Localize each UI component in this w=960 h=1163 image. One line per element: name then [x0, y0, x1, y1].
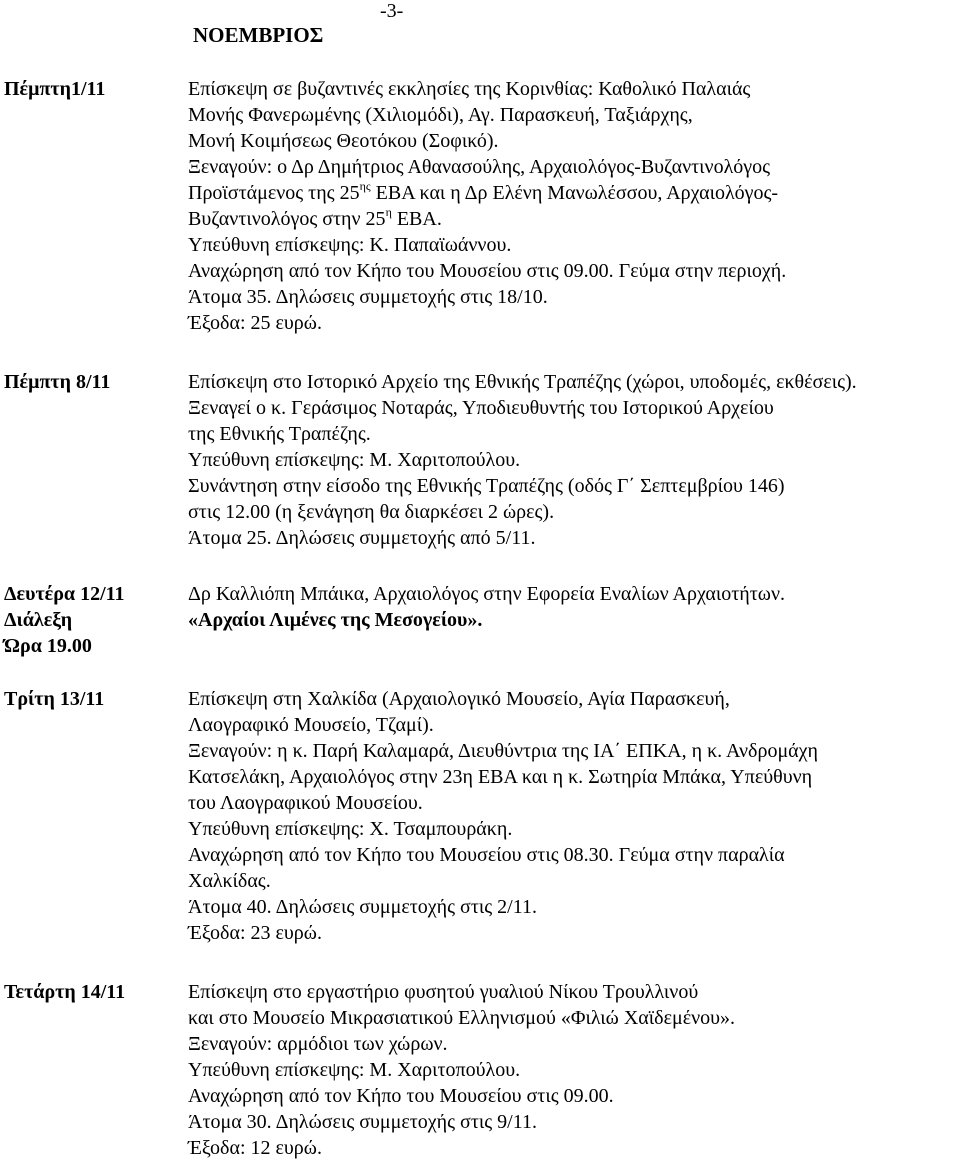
text-part: ΕΒΑ και η Δρ Ελένη Μανωλέσσου, Αρχαιολόγος-: [370, 182, 779, 204]
day-label: Τρίτη 13/11: [4, 688, 105, 710]
text-line: Επίσκεψη στο εργαστήριο φυσητού γυαλιού Νίκου Τρουλλινού: [188, 981, 699, 1003]
lecture-title: «Αρχαίοι Λιμένες της Μεσογείου».: [188, 609, 483, 631]
text-line: Άτομα 35. Δηλώσεις συμμετοχής στις 18/10.: [188, 286, 548, 308]
text-line: Υπεύθυνη επίσκεψης: Χ. Τσαμπουράκη.: [188, 818, 513, 840]
text-line: Δρ Καλλιόπη Μπάικα, Αρχαιολόγος στην Εφορεία Εναλίων Αρχαιοτήτων.: [188, 583, 786, 605]
text-line: Ξεναγούν: ο Δρ Δημήτριος Αθανασούλης, Αρχαιολόγος-Βυζαντινολόγος: [188, 156, 771, 178]
text-line: Έξοδα: 12 ευρώ.: [188, 1137, 322, 1159]
day-label: Δευτέρα 12/11: [4, 583, 125, 605]
text-part: ΕΒΑ.: [391, 208, 442, 230]
text-part: Προϊστάμενος της 25: [188, 182, 360, 204]
text-part: Βυζαντινολόγος στην 25: [188, 208, 386, 230]
text-line: Υπεύθυνη επίσκεψης: Μ. Χαριτοπούλου.: [188, 1059, 521, 1081]
text-line: Έξοδα: 23 ευρώ.: [188, 922, 322, 944]
entry-day: [4, 686, 104, 712]
page-number: -3-: [380, 0, 404, 22]
text-line: Ξεναγούν: αρμόδιοι των χώρων.: [188, 1033, 448, 1055]
text-line: του Λαογραφικού Μουσείου.: [188, 792, 423, 814]
text-line: Αναχώρηση από τον Κήπο του Μουσείου στις 09.00.: [188, 1085, 614, 1107]
entry-day: [4, 76, 105, 102]
entry-text: [188, 979, 958, 1161]
text-line: της Εθνικής Τραπέζης.: [188, 423, 371, 445]
text-line: Άτομα 40. Δηλώσεις συμμετοχής στις 2/11.: [188, 896, 537, 918]
text-line: Συνάντηση στην είσοδο της Εθνικής Τραπέζης (οδός Γ΄ Σεπτεμβρίου 146): [188, 475, 785, 497]
text-line: Υπεύθυνη επίσκεψης: Κ. Παπαϊωάννου.: [188, 234, 512, 256]
text-line: Αναχώρηση από τον Κήπο του Μουσείου στις 09.00. Γεύμα στην περιοχή.: [188, 260, 787, 282]
entry-text: [188, 581, 958, 633]
entry-text: [188, 369, 958, 551]
month-heading: ΝΟΕΜΒΡΙΟΣ: [193, 23, 324, 47]
event-type-label: Διάλεξη: [4, 609, 73, 631]
superscript: η: [385, 205, 392, 219]
text-line: Έξοδα: 25 ευρώ.: [188, 312, 322, 334]
entry-text: [188, 76, 958, 336]
text-line: [188, 180, 958, 206]
time-label: Ώρα 19.00: [4, 635, 92, 657]
text-line: Επίσκεψη στη Χαλκίδα (Αρχαιολογικό Μουσείο, Αγία Παρασκευή,: [188, 688, 730, 710]
text-line: Επίσκεψη σε βυζαντινές εκκλησίες της Κορινθίας: Καθολικό Παλαιάς: [188, 78, 751, 100]
entry-day: [4, 581, 125, 659]
text-line: Υπεύθυνη επίσκεψης: Μ. Χαριτοπούλου.: [188, 449, 521, 471]
text-line: στις 12.00 (η ξενάγηση θα διαρκέσει 2 ώρες).: [188, 501, 555, 523]
text-line: Άτομα 25. Δηλώσεις συμμετοχής από 5/11.: [188, 527, 536, 549]
text-line: Μονής Φανερωμένης (Χιλιομόδι), Αγ. Παρασκευή, Ταξιάρχης,: [188, 104, 693, 126]
text-line: Αναχώρηση από τον Κήπο του Μουσείου στις 08.30. Γεύμα στην παραλία: [188, 844, 785, 866]
day-label: Τετάρτη 14/11: [4, 981, 126, 1003]
text-line: και στο Μουσείο Μικρασιατικού Ελληνισμού «Φιλιώ Χαϊδεμένου».: [188, 1007, 736, 1029]
text-line: [188, 206, 958, 232]
entry-text: [188, 686, 958, 946]
text-line: Άτομα 30. Δηλώσεις συμμετοχής στις 9/11.: [188, 1111, 537, 1133]
text-line: Ξεναγεί ο κ. Γεράσιμος Νοταράς, Υποδιευθυντής του Ιστορικού Αρχείου: [188, 397, 774, 419]
day-label: Πέμπτη1/11: [4, 78, 106, 100]
text-line: Λαογραφικό Μουσείο, Τζαμί).: [188, 714, 434, 736]
entry-day: [4, 979, 125, 1005]
superscript: ης: [359, 179, 371, 193]
text-line: Ξεναγούν: η κ. Παρή Καλαμαρά, Διευθύντρια της ΙΑ΄ ΕΠΚΑ, η κ. Ανδρομάχη: [188, 740, 818, 762]
entry-day: [4, 369, 110, 395]
text-line: Χαλκίδας.: [188, 870, 271, 892]
text-line: Μονή Κοιμήσεως Θεοτόκου (Σοφικό).: [188, 130, 499, 152]
text-line: Κατσελάκη, Αρχαιολόγος στην 23η ΕΒΑ και η κ. Σωτηρία Μπάκα, Υπεύθυνη: [188, 766, 813, 788]
day-label: Πέμπτη 8/11: [4, 371, 111, 393]
text-line: Επίσκεψη στο Ιστορικό Αρχείο της Εθνικής Τραπέζης (χώροι, υποδομές, εκθέσεις).: [188, 371, 857, 393]
